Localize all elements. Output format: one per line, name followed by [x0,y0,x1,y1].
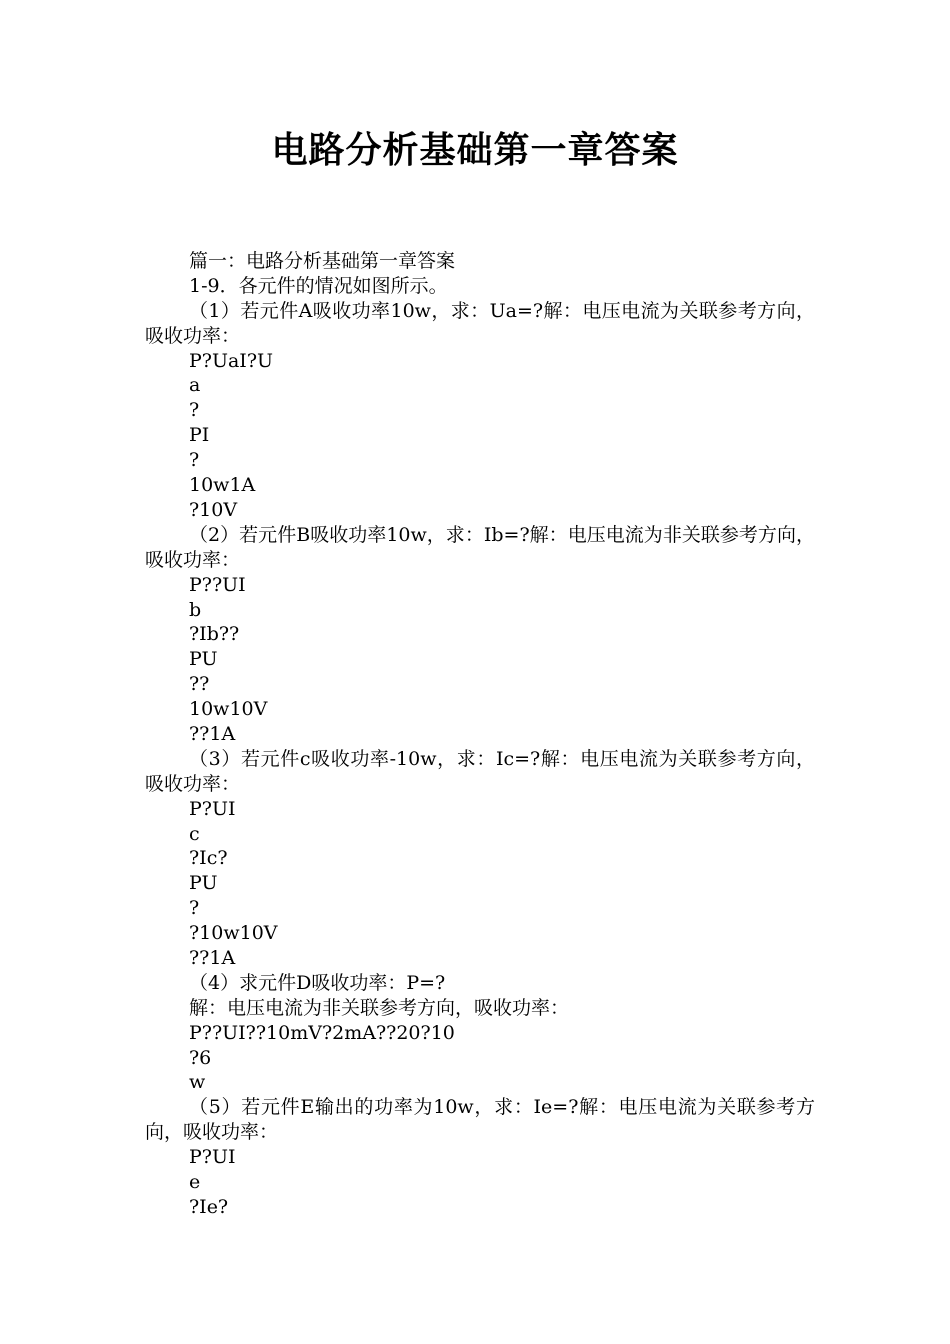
text-line: ?Ib?? [189,623,240,646]
text-line: ?? [189,673,210,696]
text-line: 1-9．各元件的情况如图所示。 [189,274,448,297]
text-line: ? [189,897,200,920]
text-line: ??1A [189,722,236,745]
text-line: P??UI??10mV?2mA??20?10 [189,1021,455,1044]
text-line: ?Ic? [189,847,228,870]
text-line: ? [189,449,200,472]
text-line: ??1A [189,947,236,970]
text-line: a [189,374,201,397]
text-line: 解：电压电流为非关联参考方向，吸收功率： [189,996,570,1019]
text-line: PI [189,424,210,447]
text-paragraph: （3）若元件c吸收功率-10w，求：Ic=?解：电压电流为关联参考方向，吸收功率： [145,747,815,795]
text-line: e [189,1171,201,1194]
text-line: 10w10V [189,698,268,721]
text-line: ?10w10V [189,922,278,945]
text-paragraph: （1）若元件A吸收功率10w，求：Ua=?解：电压电流为关联参考方向，吸收功率： [145,299,815,347]
text-line: b [189,598,202,621]
text-line: ? [189,399,200,422]
text-line: P??UI [189,573,246,596]
text-line: P?UaI?U [189,349,274,372]
document-body [145,249,815,1220]
text-line: c [189,822,200,845]
text-line: ?6 [189,1046,212,1069]
text-line: 篇一：电路分析基础第一章答案 [189,250,456,272]
text-line: P?UI [189,1146,236,1169]
text-line: （4）求元件D吸收功率：P=? [189,971,446,994]
text-line: PU [189,648,218,671]
text-line: PU [189,872,218,895]
text-line: P?UI [189,797,236,820]
text-line: w [189,1071,206,1094]
text-paragraph: （5）若元件E输出的功率为10w，求：Ie=?解：电压电流为关联参考方向，吸收功率： [145,1096,815,1144]
text-line: ?Ie? [189,1195,229,1218]
text-paragraph: （2）若元件B吸收功率10w，求：Ib=?解：电压电流为非关联参考方向，吸收功率： [145,523,815,571]
text-line: ?10V [189,498,238,521]
text-line: 10w1A [189,474,256,497]
page-title: 电路分析基础第一章答案 [271,130,679,171]
